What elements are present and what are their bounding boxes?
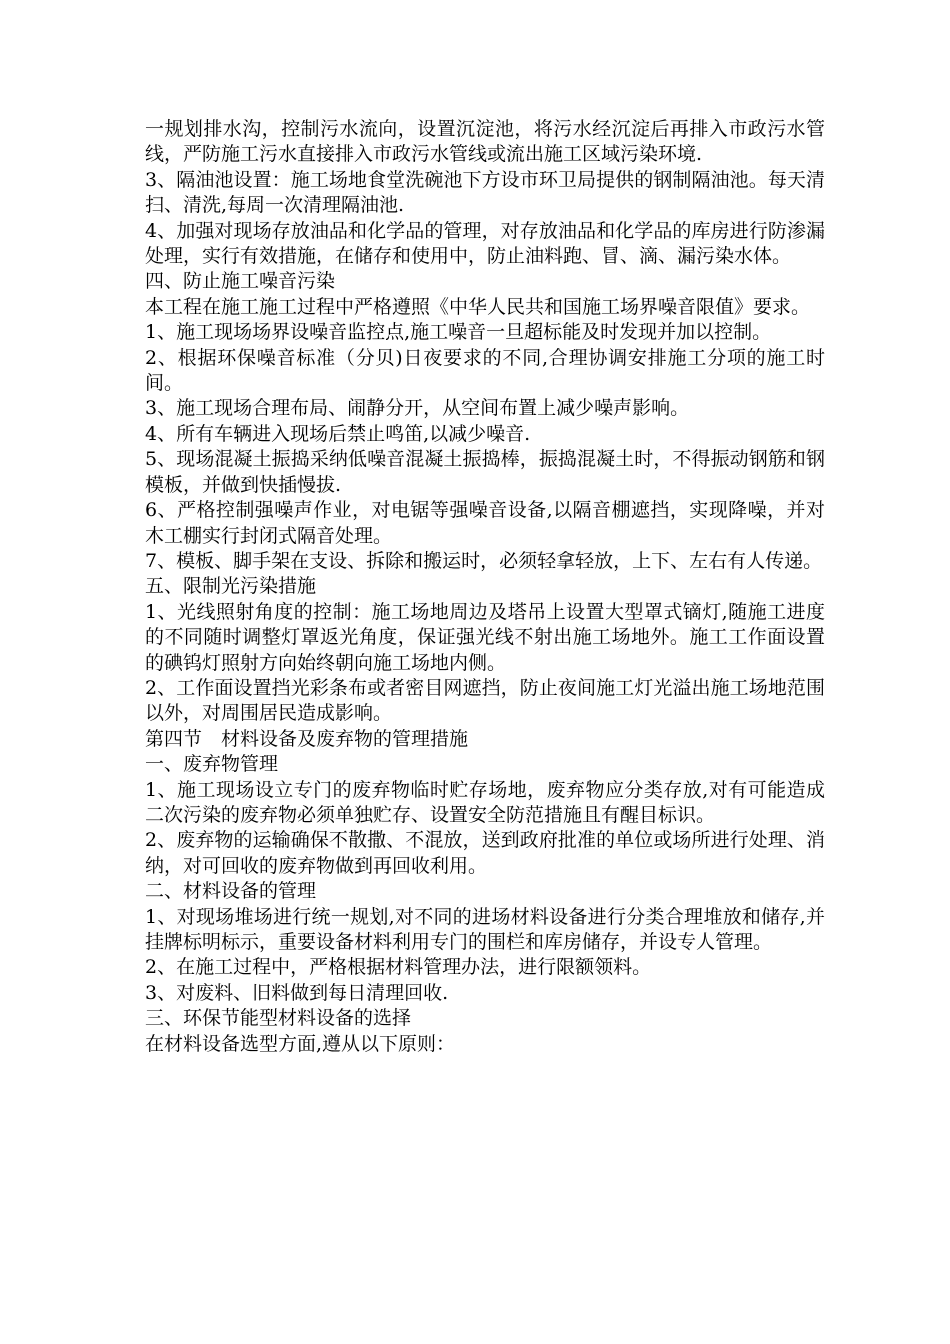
- paragraph-light-shield: 2、工作面设置挡光彩条布或者密目网遮挡，防止夜间施工灯光溢出施工场地范围以外，对周围居民造成影响。: [145, 676, 825, 725]
- paragraph-selection-principles: 在材料设备选型方面,遵从以下原则：: [145, 1032, 456, 1055]
- paragraph-waste-storage: 1、施工现场设立专门的废弃物临时贮存场地，废弃物应分类存放,对有可能造成二次污染的废弃物必须单独贮存、设置安全防范措施且有醒目标识。: [145, 778, 825, 826]
- paragraph-saw-enclosure: 6、严格控制强噪声作业，对电锯等强噪音设备,以隔音棚遮挡，实现降噪，并对木工棚实行封闭式隔音处理。: [145, 499, 825, 547]
- paragraph-no-horn: 4、所有车辆进入现场后禁止鸣笛,以减少噪音.: [145, 422, 531, 445]
- heading-section-four: 第四节 材料设备及废弃物的管理措施: [145, 727, 469, 750]
- paragraph-drainage: 一规划排水沟，控制污水流向，设置沉淀池，将污水经沉淀后再排入市政污水管线，严防施工污水直接排入市政污水管线或流出施工区域污染环境.: [145, 118, 825, 166]
- heading-material-management: 二、材料设备的管理: [145, 880, 317, 903]
- paragraph-waste-transport: 2、废弃物的运输确保不散撒、不混放，送到政府批准的单位或场所进行处理、消纳，对可回收的废弃物做到再回收利用。: [145, 829, 825, 877]
- heading-light-pollution: 五、限制光污染措施: [145, 575, 317, 598]
- paragraph-noise-schedule: 2、根据环保噪音标准（分贝)日夜要求的不同,合理协调安排施工分项的施工时间。: [145, 346, 825, 395]
- paragraph-noise-monitor: 1、施工现场场界设噪音监控点,施工噪音一旦超标能及时发现并加以控制。: [145, 321, 772, 344]
- paragraph-material-stacking: 1、对现场堆场进行统一规划,对不同的进场材料设备进行分类合理堆放和储存,并挂牌标明标示，重要设备材料利用专门的围栏和库房储存，并设专人管理。: [145, 905, 825, 953]
- document-body: [145, 117, 825, 1057]
- paragraph-light-angle: 1、光线照射角度的控制：施工场地周边及塔吊上设置大型罩式镝灯,随施工进度的不同随时调整灯罩返光角度，保证强光线不射出施工场地外。施工工作面设置的碘钨灯照射方向始终朝向施工场地内侧。: [145, 600, 825, 674]
- paragraph-noise-standard: 本工程在施工施工过程中严格遵照《中华人民共和国施工场界噪音限值》要求。: [145, 295, 811, 318]
- heading-noise-pollution: 四、防止施工噪音污染: [145, 270, 336, 293]
- heading-eco-materials: 三、环保节能型材料设备的选择: [145, 1007, 412, 1030]
- paragraph-material-quota: 2、在施工过程中，严格根据材料管理办法，进行限额领料。: [145, 956, 652, 979]
- paragraph-site-layout: 3、施工现场合理布局、闹静分开，从空间布置上减少噪声影响。: [145, 397, 690, 420]
- paragraph-formwork-handling: 7、模板、脚手架在支设、拆除和搬运时，必须轻拿轻放，上下、左右有人传递。: [145, 549, 823, 572]
- paragraph-concrete-vibrator: 5、现场混凝土振捣采纳低噪音混凝土振捣棒，振捣混凝土时，不得振动钢筋和钢模板，并做到快插慢拔.: [145, 448, 825, 496]
- paragraph-chemical-storage: 4、加强对现场存放油品和化学品的管理，对存放油品和化学品的库房进行防渗漏处理，实行有效措施，在储存和使用中，防止油料跑、冒、滴、漏污染水体。: [145, 219, 825, 268]
- paragraph-scrap-cleanup: 3、对废料、旧料做到每日清理回收.: [145, 981, 449, 1004]
- paragraph-oil-separator: 3、隔油池设置：施工场地食堂洗碗池下方设市环卫局提供的钢制隔油池。每天清扫、清洗,每周一次清理隔油池.: [145, 168, 825, 217]
- heading-waste-management: 一、废弃物管理: [145, 753, 279, 776]
